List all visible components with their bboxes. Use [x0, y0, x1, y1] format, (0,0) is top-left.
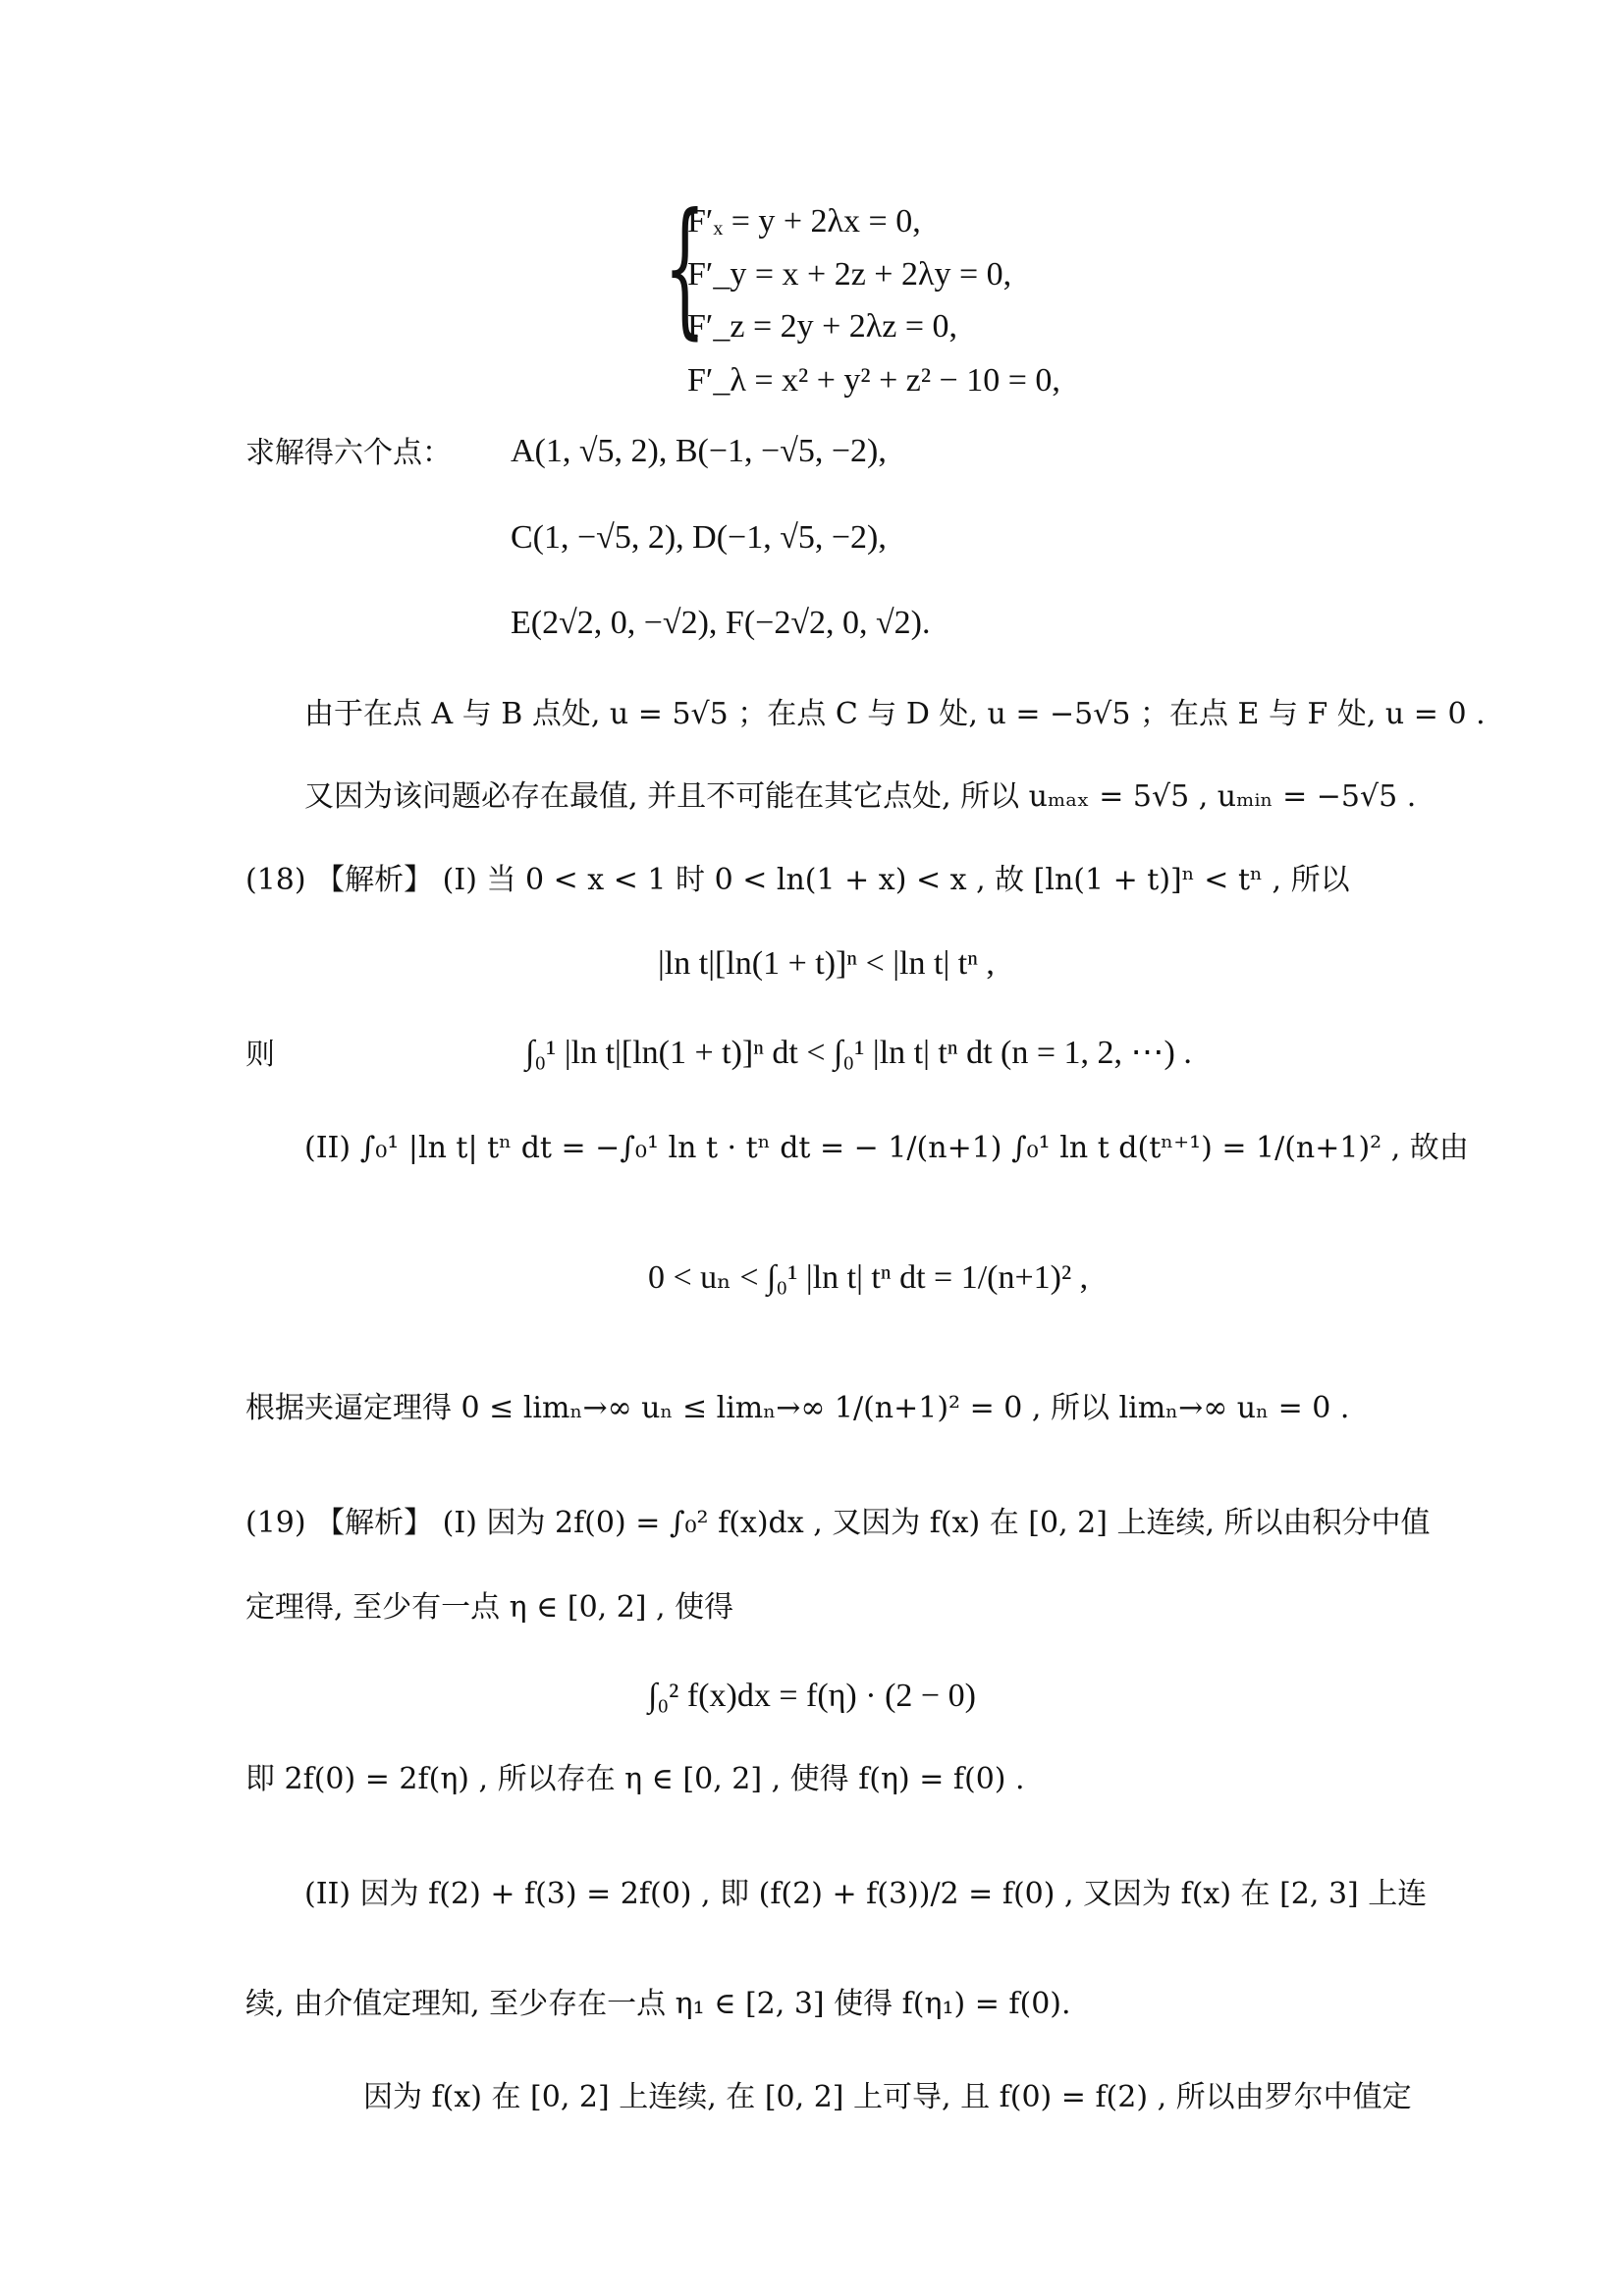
system-eq-2: F′_y = x + 2z + 2λy = 0, — [687, 256, 1012, 293]
q18-bound: 0 < uₙ < ∫₀¹ |ln t| tⁿ dt = 1/(n+1)² , — [648, 1259, 1089, 1296]
q18-squeeze: 根据夹逼定理得 0 ≤ limₙ→∞ uₙ ≤ limₙ→∞ 1/(n+1)² = 0 , 所以 limₙ→∞ uₙ = 0 . — [245, 1391, 1350, 1425]
q19-line-4: 即 2f(0) = 2f(η) , 所以存在 η ∈ [0, 2] , 使得 f(η) = f(0) . — [245, 1762, 1025, 1796]
q19-part-ii-line-2: 续, 由介值定理知, 至少存在一点 η₁ ∈ [2, 3] 使得 f(η₁) = f(0). — [245, 1987, 1071, 2021]
conclusion-line-1: 由于在点 A 与 B 点处, u = 5√5 ；在点 C 与 D 处, u = −5√5 ；在点 E 与 F 处, u = 0 . — [304, 697, 1486, 731]
system-eq-4: F′_λ = x² + y² + z² − 10 = 0, — [687, 362, 1060, 399]
q19-integral-equation: ∫₀² f(x)dx = f(η) · (2 − 0) — [648, 1678, 976, 1714]
system-eq-3: F′_z = 2y + 2λz = 0, — [687, 308, 958, 345]
q18-heading: (18) 【解析】 (I) 当 0 < x < 1 时 0 < ln(1 + x) < x , 故 [ln(1 + t)]ⁿ < tⁿ , 所以 — [245, 863, 1350, 897]
conclusion-line-2: 又因为该问题必存在最值, 并且不可能在其它点处, 所以 uₘₐₓ = 5√5 , uₘᵢₙ = −5√5 . — [304, 779, 1417, 814]
q19-part-ii-line-1: (II) 因为 f(2) + f(3) = 2f(0) , 即 (f(2) + f(3))/2 = f(0) , 又因为 f(x) 在 [2, 3] 上连 — [304, 1877, 1428, 1911]
q18-then-label: 则 — [245, 1038, 275, 1072]
q19-part-ii-line-3: 因为 f(x) 在 [0, 2] 上连续, 在 [0, 2] 上可导, 且 f(0) = f(2) , 所以由罗尔中值定 — [363, 2080, 1412, 2114]
q19-heading: (19) 【解析】 (I) 因为 2f(0) = ∫₀² f(x)dx , 又因为 f(x) 在 [0, 2] 上连续, 所以由积分中值 — [245, 1506, 1431, 1540]
q18-integral-inequality: ∫₀¹ |ln t|[ln(1 + t)]ⁿ dt < ∫₀¹ |ln t| tⁿ dt (n = 1, 2, ⋯) . — [525, 1035, 1192, 1071]
system-brace: { — [664, 183, 706, 353]
system-eq-1: F′ₓ = y + 2λx = 0, — [687, 203, 921, 240]
points-label: 求解得六个点： — [245, 436, 452, 470]
q19-line-2: 定理得, 至少有一点 η ∈ [0, 2] , 使得 — [245, 1590, 734, 1625]
points-line-1: A(1, √5, 2), B(−1, −√5, −2), — [511, 433, 887, 469]
points-line-2: C(1, −√5, 2), D(−1, √5, −2), — [511, 519, 887, 556]
points-line-3: E(2√2, 0, −√2), F(−2√2, 0, √2). — [511, 605, 931, 641]
q18-inequality: |ln t|[ln(1 + t)]ⁿ < |ln t| tⁿ , — [658, 945, 995, 982]
q18-part-ii: (II) ∫₀¹ |ln t| tⁿ dt = −∫₀¹ ln t · tⁿ dt = − 1/(n+1) ∫₀¹ ln t d(tⁿ⁺¹) = 1/(n+1)² , 故由 — [304, 1131, 1469, 1165]
